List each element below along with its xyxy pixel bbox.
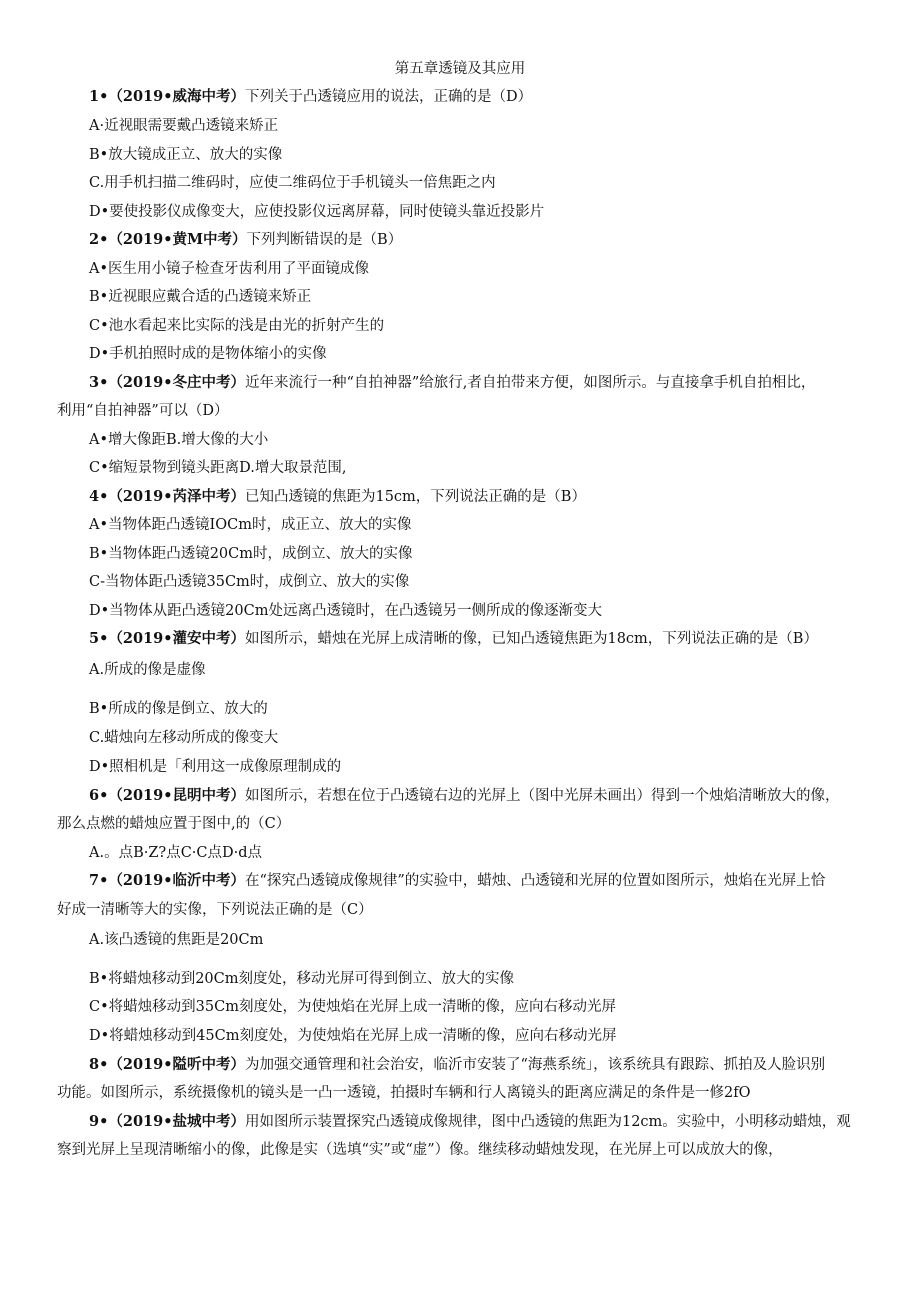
- question-number: 6•: [89, 787, 109, 804]
- question-text: 下列判断错误的是（B）: [246, 232, 403, 248]
- question-number: 9•: [89, 1113, 109, 1130]
- option-line: B•将蜡烛移动到20Cm刻度处，移动光屏可得到倒立、放大的实像: [89, 971, 515, 987]
- question-number: 2•: [89, 231, 109, 248]
- question-2: [89, 230, 402, 250]
- option-line: B•放大镜成正立、放大的实像: [89, 147, 283, 163]
- option-line: A.该凸透镜的焦距是20Cm: [89, 932, 264, 948]
- option-line: D•要使投影仪成像变大，应使投影仪远离屏幕，同时使镜头靠近投影片: [89, 204, 545, 220]
- option-line: A·近视眼需要戴凸透镜来矫正: [89, 118, 279, 134]
- question-number: 5•: [89, 630, 109, 647]
- question-number: 3•: [89, 374, 109, 391]
- option-line: D•手机拍照时成的是物体缩小的实像: [89, 346, 327, 362]
- question-source: （2019•临沂中考）: [108, 872, 245, 889]
- question-3: [89, 373, 815, 393]
- question-4: [89, 487, 586, 507]
- question-text: 如图所示，若想在位于凸透镜右边的光屏上（图中光屏未画出）得到一个烛焰清晰放大的像，: [244, 788, 840, 804]
- question-source: （2019•隘听中考）: [108, 1056, 245, 1073]
- option-line: D•将蜡烛移动到45Cm刻度处，为使烛焰在光屏上成一清晰的像，应向右移动光屏: [89, 1028, 617, 1044]
- question-continuation: 功能。如图所示，系统摄像机的镜头是一凸一透镜，拍摄时车辆和行人离镜头的距离应满足的条件是一修2fO: [57, 1085, 751, 1101]
- option-line: B•当物体距凸透镜20Cm时，成倒立、放大的实像: [89, 546, 413, 562]
- question-6: [89, 786, 839, 806]
- option-line: A.所成的像是虚像: [89, 662, 206, 678]
- question-1: [89, 87, 532, 107]
- question-source: （2019•昆明中考）: [108, 787, 245, 804]
- option-line: C•将蜡烛移动到35Cm刻度处，为使烛焰在光屏上成一清晰的像，应向右移动光屏: [89, 999, 616, 1015]
- question-9: [89, 1112, 851, 1132]
- option-line: C.蜡烛向左移动所成的像变大: [89, 730, 279, 746]
- question-number: 8•: [89, 1056, 109, 1073]
- option-line: D•当物体从距凸透镜20Cm处远离凸透镜时，在凸透镜另一侧所成的像逐渐变大: [89, 603, 602, 619]
- question-number: 1•: [89, 88, 109, 105]
- option-line: C.用手机扫描二维码时，应使二维码位于手机镜头一倍焦距之内: [89, 175, 496, 191]
- option-line: D•照相机是「利用这一成像原理制成的: [89, 759, 342, 775]
- question-text: 如图所示，蜡烛在光屏上成清晰的像，已知凸透镜焦距为18cm，下列说法正确的是（B）: [244, 631, 818, 647]
- question-text: 下列关于凸透镜应用的说法，正确的是（D）: [244, 89, 533, 105]
- question-continuation: 利用“自拍神器”可以（D）: [57, 403, 229, 419]
- option-line: C•池水看起来比实际的浅是由光的折射产生的: [89, 318, 385, 334]
- question-continuation: 察到光屏上呈现清晰缩小的像，此像是实（选填“实”或“虚”）像。继续移动蜡烛发现，在光屏上可以成放大的像，: [57, 1142, 783, 1158]
- question-continuation: 好成一清晰等大的实像，下列说法正确的是（C）: [57, 902, 373, 918]
- question-7: [89, 871, 825, 891]
- question-text: 在“探究凸透镜成像规律”的实验中，蜡烛、凸透镜和光屏的位置如图所示，烛焰在光屏上恰: [244, 873, 826, 889]
- question-source: （2019•盐城中考）: [108, 1113, 245, 1130]
- question-text: 用如图所示装置探究凸透镜成像规律，图中凸透镜的焦距为12cm。实验中，小明移动蜡烛，观: [244, 1114, 851, 1130]
- option-line: A•当物体距凸透镜IOCm时，成正立、放大的实像: [89, 517, 412, 533]
- option-line: C-当物体距凸透镜35Cm时，成倒立、放大的实像: [89, 574, 410, 590]
- question-number: 4•: [89, 488, 109, 505]
- chapter-title: 第五章透镜及其应用: [394, 61, 526, 77]
- option-line: A•增大像距B.增大像的大小: [89, 432, 269, 448]
- option-line: B•近视眼应戴合适的凸透镜来矫正: [89, 289, 312, 305]
- option-line: A.。点B·Z?点C·C点D·d点: [89, 845, 263, 861]
- question-source: （2019•芮泽中考）: [108, 488, 245, 505]
- question-source: （2019•威海中考）: [108, 88, 245, 105]
- question-text: 为加强交通管理和社会治安，临沂市安装了“海燕系统」，该系统具有跟踪、抓拍及人脸识别: [244, 1057, 826, 1073]
- question-continuation: 那么点燃的蜡烛应置于图中,的（C）: [57, 816, 291, 832]
- question-text: 近年来流行一种“自拍神器”给旅行,者自拍带来方便，如图所示。与直接拿手机自拍相比，: [244, 375, 816, 391]
- question-source: （2019•灌安中考）: [108, 630, 245, 647]
- question-source: （2019•黄M中考）: [108, 231, 247, 248]
- question-text: 已知凸透镜的焦距为15cm，下列说法正确的是（B）: [244, 489, 586, 505]
- option-line: C•缩短景物到镜头距离D.增大取景范围,: [89, 460, 347, 476]
- option-line: A•医生用小镜子检查牙齿利用了平面镜成像: [89, 261, 370, 277]
- question-source: （2019•冬庄中考）: [108, 374, 245, 391]
- option-line: B•所成的像是倒立、放大的: [89, 701, 268, 717]
- question-5: [89, 629, 818, 649]
- question-number: 7•: [89, 872, 109, 889]
- question-8: [89, 1055, 825, 1075]
